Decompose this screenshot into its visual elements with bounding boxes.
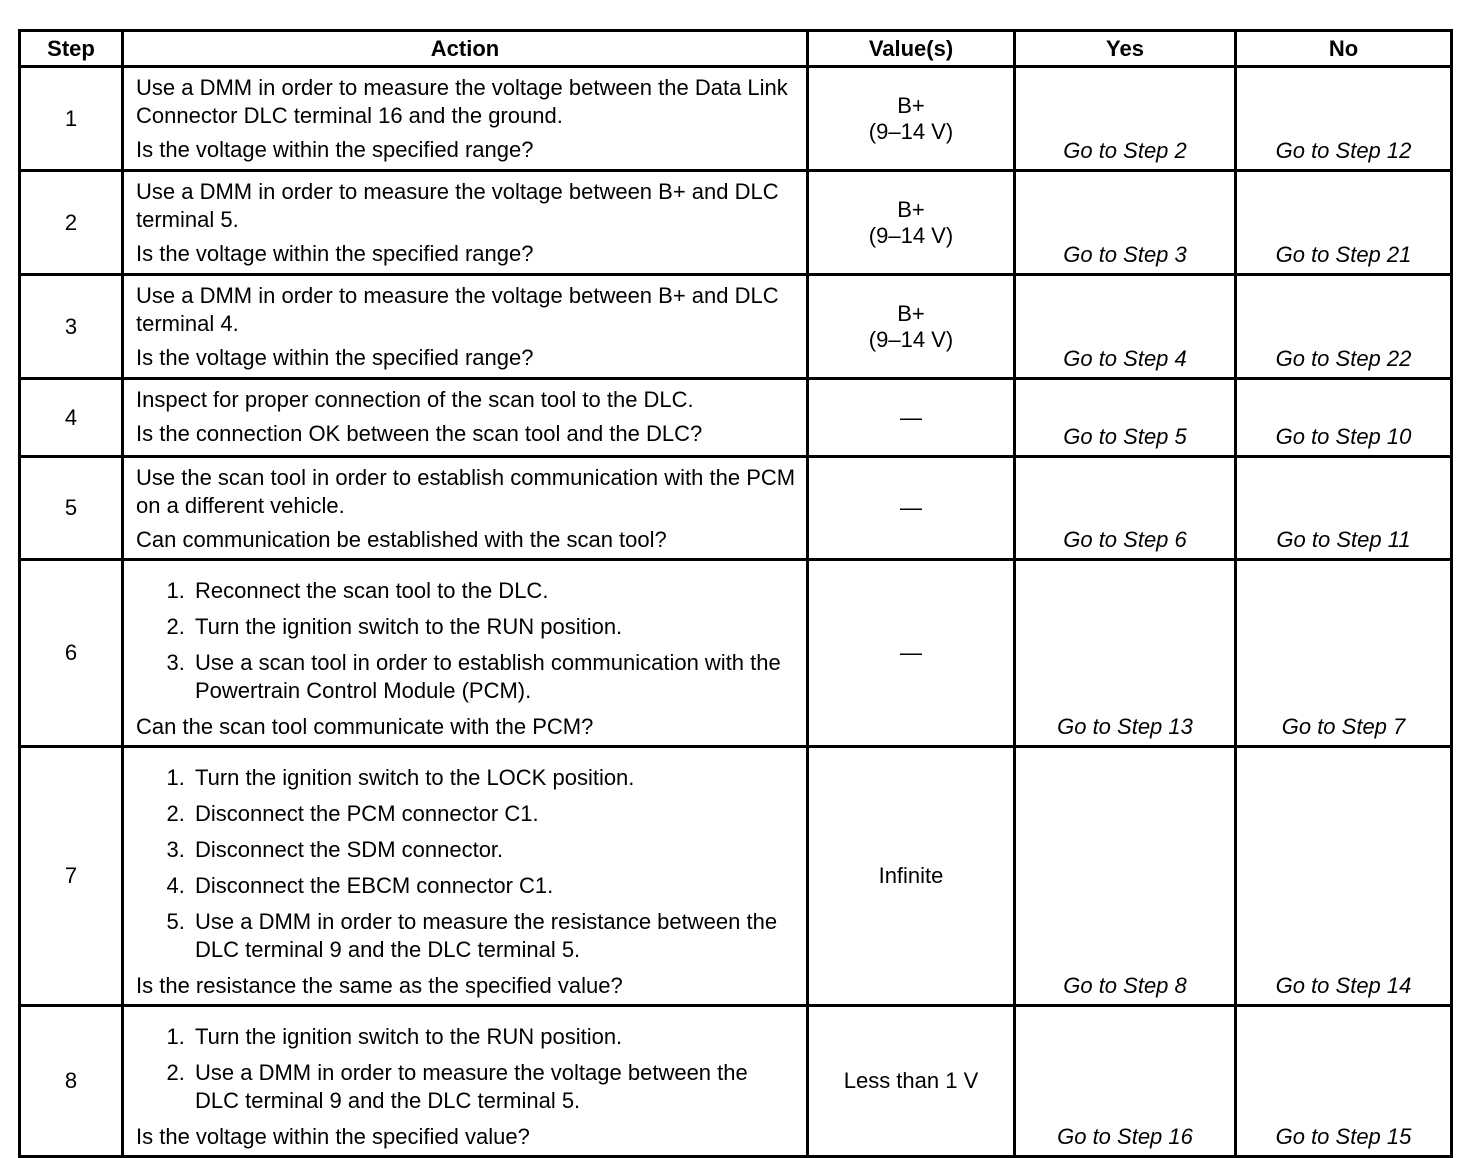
action-cell	[123, 747, 808, 1006]
value-dash: —	[900, 404, 922, 430]
action-question: Is the voltage within the specified range?	[136, 241, 534, 266]
list-item: 2. Turn the ignition switch to the RUN position.	[191, 613, 796, 641]
table-row	[20, 457, 1452, 560]
list-item: 4. Disconnect the EBCM connector C1.	[191, 872, 796, 900]
yes-cell: Go to Step 6	[1015, 457, 1236, 560]
action-steps-list	[136, 1023, 796, 1115]
list-item: 5. Use a DMM in order to measure the resistance between the DLC terminal 9 and the DLC terminal 5.	[191, 908, 796, 964]
value-bottom: (9–14 V)	[868, 222, 954, 248]
no-cell: Go to Step 14	[1236, 747, 1452, 1006]
action-question: Is the voltage within the specified range?	[136, 345, 534, 370]
action-steps-list	[136, 764, 796, 964]
value-top: B+	[897, 92, 925, 118]
value-top: B+	[897, 300, 925, 326]
action-text: Use the scan tool in order to establish communication with the PCM on a different vehicle.	[136, 465, 796, 518]
action-steps-list	[136, 577, 796, 705]
yes-cell: Go to Step 3	[1015, 171, 1236, 275]
table-row	[20, 171, 1452, 275]
value-cell	[808, 1006, 1015, 1157]
diagnostic-table-container	[18, 29, 1450, 1158]
step-number: 8	[20, 1006, 123, 1157]
value-dash: —	[900, 640, 922, 665]
list-item: 1. Reconnect the scan tool to the DLC.	[191, 577, 796, 605]
table-row	[20, 747, 1452, 1006]
action-cell	[123, 560, 808, 747]
action-cell	[123, 275, 808, 379]
list-item: 3. Disconnect the SDM connector.	[191, 836, 796, 864]
step-number: 2	[20, 171, 123, 275]
value-text: Less than 1 V	[843, 1068, 979, 1093]
step-number: 1	[20, 67, 123, 171]
no-cell: Go to Step 7	[1236, 560, 1452, 747]
step-number: 4	[20, 379, 123, 457]
list-item: 2. Use a DMM in order to measure the voltage between the DLC terminal 9 and the DLC terminal 5.	[191, 1059, 796, 1115]
list-item: 3. Use a scan tool in order to establish communication with the Powertrain Control Module (PCM).	[191, 649, 796, 705]
action-question: Can the scan tool communicate with the PCM?	[136, 714, 594, 739]
header-step: Step	[20, 31, 123, 67]
no-cell: Go to Step 15	[1236, 1006, 1452, 1157]
yes-cell: Go to Step 5	[1015, 379, 1236, 457]
value-bottom: (9–14 V)	[868, 118, 954, 144]
no-cell: Go to Step 10	[1236, 379, 1452, 457]
value-cell	[808, 457, 1015, 560]
value-top: B+	[897, 196, 925, 222]
value-cell	[808, 379, 1015, 457]
action-question: Is the voltage within the specified range?	[136, 137, 534, 162]
action-text: Use a DMM in order to measure the voltage between B+ and DLC terminal 4.	[136, 283, 779, 336]
action-cell	[123, 1006, 808, 1157]
table-row	[20, 275, 1452, 379]
header-row	[20, 31, 1452, 67]
value-dash: —	[900, 495, 922, 520]
list-item: 1. Turn the ignition switch to the RUN position.	[191, 1023, 796, 1051]
value-bottom: (9–14 V)	[868, 326, 954, 352]
table-row	[20, 67, 1452, 171]
yes-cell: Go to Step 8	[1015, 747, 1236, 1006]
action-cell	[123, 171, 808, 275]
action-text: Use a DMM in order to measure the voltage between B+ and DLC terminal 5.	[136, 179, 779, 232]
action-cell	[123, 67, 808, 171]
no-cell: Go to Step 12	[1236, 67, 1452, 171]
step-number: 6	[20, 560, 123, 747]
step-number: 7	[20, 747, 123, 1006]
action-question: Is the connection OK between the scan tool and the DLC?	[136, 421, 703, 446]
action-text: Inspect for proper connection of the scan tool to the DLC.	[136, 387, 694, 412]
yes-cell: Go to Step 4	[1015, 275, 1236, 379]
header-values: Value(s)	[808, 31, 1015, 67]
list-item: 1. Turn the ignition switch to the LOCK position.	[191, 764, 796, 792]
no-cell: Go to Step 22	[1236, 275, 1452, 379]
action-question: Is the voltage within the specified value?	[136, 1124, 530, 1149]
header-yes: Yes	[1015, 31, 1236, 67]
value-cell	[808, 747, 1015, 1006]
table-row	[20, 379, 1452, 457]
list-item: 2. Disconnect the PCM connector C1.	[191, 800, 796, 828]
table-row	[20, 560, 1452, 747]
no-cell: Go to Step 21	[1236, 171, 1452, 275]
action-cell	[123, 379, 808, 457]
yes-cell: Go to Step 2	[1015, 67, 1236, 171]
diagnostic-table	[18, 29, 1453, 1158]
yes-cell: Go to Step 16	[1015, 1006, 1236, 1157]
value-cell	[808, 67, 1015, 171]
step-number: 5	[20, 457, 123, 560]
action-question: Is the resistance the same as the specified value?	[136, 973, 623, 998]
header-no: No	[1236, 31, 1452, 67]
header-action: Action	[123, 31, 808, 67]
value-cell	[808, 560, 1015, 747]
action-text: Use a DMM in order to measure the voltage between the Data Link Connector DLC terminal 16 and the ground.	[136, 75, 788, 128]
yes-cell: Go to Step 13	[1015, 560, 1236, 747]
action-question: Can communication be established with the scan tool?	[136, 527, 667, 552]
value-text: Infinite	[878, 863, 944, 888]
value-cell	[808, 171, 1015, 275]
value-cell	[808, 275, 1015, 379]
table-row	[20, 1006, 1452, 1157]
no-cell: Go to Step 11	[1236, 457, 1452, 560]
action-cell	[123, 457, 808, 560]
step-number: 3	[20, 275, 123, 379]
